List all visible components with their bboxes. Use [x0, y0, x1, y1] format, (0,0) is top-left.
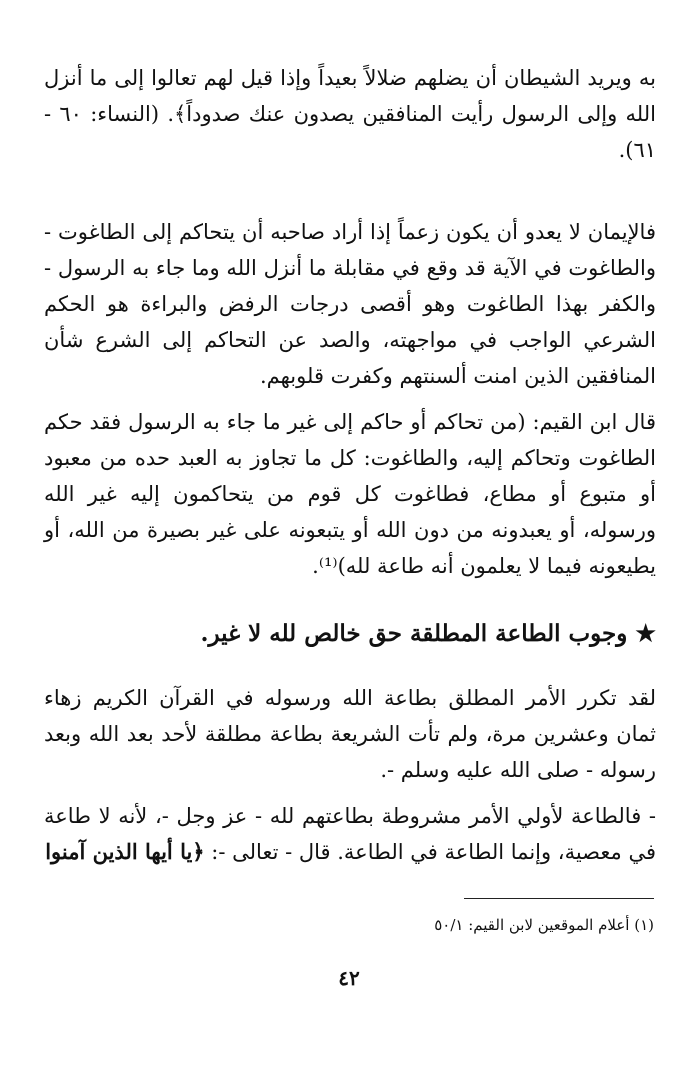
paragraph-iman: فالإيمان لا يعدو أن يكون زعماً إذا أراد صاحبه أن يتحاكم إلى الطاغوت - والطاغوت في الآية قد وقع في مقابلة ما أنزل الله وما جاء به الرسول - والكفر بهذا الطاغوت وهو أقصى درجات الرفض والبراءة هو الحكم الشرعي الواجب في مواجهته، والصد عن التحاكم إلى الشرع شأن المنافقين الذين امنت ألسنتهم وكفرت قلوبهم. — [44, 220, 656, 388]
quran-quote-start: ﴿يا أيها الذين آمنوا — [45, 839, 205, 864]
footnote: (١) أعلام الموقعين لابن القيم: ٥٠/١ — [434, 916, 654, 934]
paragraph-obedience-text: - فالطاعة لأولي الأمر مشروطة بطاعتهم لله - عز وجل -، لأنه لا طاعة في معصية، وإنما الطاعة في الطاعة. قال - تعالى -: — [44, 804, 656, 864]
paragraph-ibn-qayyim: قال ابن القيم: (من تحاكم أو حاكم إلى غير ما جاء به الرسول فقد حكم الطاغوت وتحاكم إليه، والطاغوت: كل ما تجاوز به العبد حده من معبود أو متبوع أو مطاع، فطاغوت كل قوم من يتحاكمون إليه غير الله ورسوله، أو يعبدونه من دون الله أو يتبعونه على غير بصيرة من الله، أو يطيعونه فيما لا يعلمون أنه طاعة لله)⁽¹⁾. — [44, 410, 656, 578]
black-star-icon: ★ — [635, 620, 656, 647]
page-number: ٤٢ — [338, 966, 360, 990]
paragraph-obedience-conditional — [44, 798, 656, 870]
section-heading — [44, 614, 656, 654]
footnote-separator — [464, 898, 654, 899]
paragraph-absolute-obedience: لقد تكرر الأمر المطلق بطاعة الله ورسوله في القرآن الكريم زهاء ثمان وعشرين مرة، ولم تأت الشريعة بطاعة مطلقة لأحد بعد الله وبعد رسوله - صلى الله عليه وسلم -. — [44, 686, 656, 782]
section-heading-text: وجوب الطاعة المطلقة حق خالص لله لا غير. — [200, 620, 628, 647]
page-body — [44, 60, 656, 870]
paragraph-quran-verse: به ويريد الشيطان أن يضلهم ضلالاً بعيداً وإذا قيل لهم تعالوا إلى ما أنزل الله وإلى الرسول رأيت المنافقين يصدون عنك صدوداً﴾. (النساء: ٦٠ - ٦١). — [44, 66, 656, 162]
